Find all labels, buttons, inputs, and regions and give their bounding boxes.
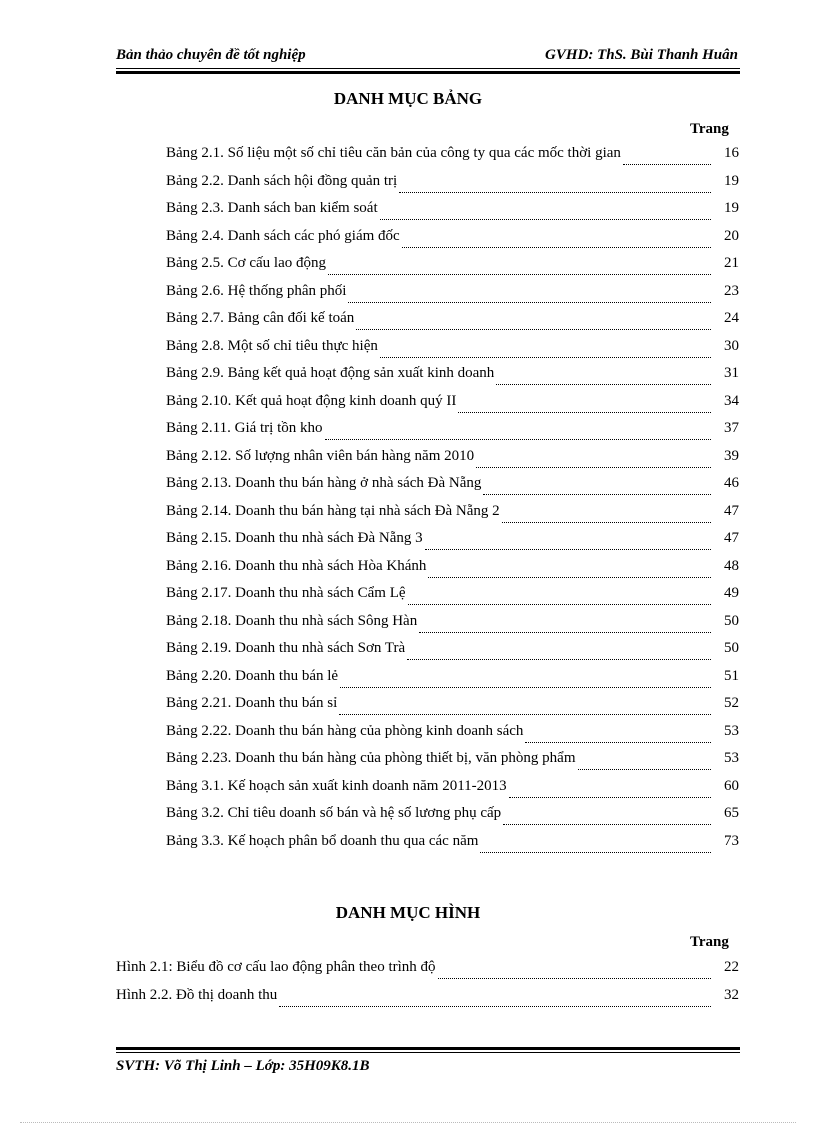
toc-entry <box>166 173 739 201</box>
toc-entry <box>166 558 739 586</box>
toc-leader-dots <box>525 742 711 743</box>
toc-entry <box>166 283 739 311</box>
toc-entry <box>116 987 739 1015</box>
toc-entry-page: 52 <box>724 695 739 711</box>
toc-entry-label: Bảng 2.11. Giá trị tồn kho <box>166 420 323 436</box>
toc-entry-page: 60 <box>724 777 739 794</box>
toc-entry-page: 19 <box>724 172 739 189</box>
toc-leader-dots <box>380 357 711 358</box>
figures-page-label: Trang <box>690 934 729 950</box>
header-document-title: Bản thảo chuyên đề tốt nghiệp <box>116 47 306 63</box>
toc-entry <box>166 833 739 861</box>
toc-entry <box>166 393 739 421</box>
toc-leader-dots <box>578 769 711 770</box>
toc-entry-page: 30 <box>724 337 739 354</box>
header-supervisor: GVHD: ThS. Bùi Thanh Huân <box>545 47 738 63</box>
toc-leader-dots <box>408 604 711 605</box>
toc-leader-dots <box>480 852 711 853</box>
tables-list <box>166 145 739 860</box>
toc-entry-label: Bảng 2.1. Số liệu một số chỉ tiêu căn bản của công ty qua các mốc thời gian <box>166 145 621 161</box>
toc-entry-page: 23 <box>724 282 739 299</box>
toc-entry-label: Bảng 2.17. Doanh thu nhà sách Cẩm Lệ <box>166 585 406 601</box>
toc-leader-dots <box>399 192 711 193</box>
toc-entry-page: 24 <box>724 310 739 326</box>
toc-entry-page: 37 <box>724 420 739 436</box>
toc-entry <box>166 475 739 503</box>
tables-list-title: DANH MỤC BẢNG <box>333 89 483 108</box>
toc-entry-page: 39 <box>724 447 739 464</box>
toc-leader-dots <box>483 494 711 495</box>
toc-entry-page: 21 <box>724 255 739 271</box>
toc-leader-dots <box>380 219 711 220</box>
toc-leader-dots <box>476 467 711 468</box>
toc-entry-page: 73 <box>724 832 739 849</box>
toc-entry-label: Bảng 2.16. Doanh thu nhà sách Hòa Khánh <box>166 557 427 574</box>
toc-leader-dots <box>348 302 711 303</box>
toc-entry <box>166 585 739 613</box>
toc-entry <box>166 530 739 558</box>
toc-entry-page: 51 <box>724 667 739 684</box>
toc-entry-page: 47 <box>724 502 739 519</box>
toc-entry-label: Bảng 3.3. Kế hoạch phân bổ doanh thu qua các năm <box>166 832 479 849</box>
toc-leader-dots <box>438 978 711 979</box>
toc-entry-label: Bảng 2.12. Số lượng nhân viên bán hàng năm 2010 <box>166 447 475 464</box>
toc-entry <box>166 255 739 283</box>
toc-entry <box>166 750 739 778</box>
toc-entry-label: Bảng 2.15. Doanh thu nhà sách Đà Nẵng 3 <box>166 530 423 546</box>
toc-entry-label: Bảng 2.8. Một số chỉ tiêu thực hiện <box>166 337 378 354</box>
toc-entry-label: Bảng 2.10. Kết quả hoạt động kinh doanh quý II <box>166 392 457 409</box>
toc-entry-page: 34 <box>724 392 739 409</box>
toc-entry-label: Bảng 2.18. Doanh thu nhà sách Sông Hàn <box>166 612 418 629</box>
toc-entry-page: 46 <box>724 475 739 491</box>
header-rule-thick <box>116 71 740 74</box>
toc-entry <box>166 145 739 173</box>
toc-entry-label: Bảng 2.3. Danh sách ban kiểm soát <box>166 200 378 216</box>
toc-entry-label: Bảng 2.20. Doanh thu bán lẻ <box>166 667 339 684</box>
toc-entry-label: Bảng 2.14. Doanh thu bán hàng tại nhà sách Đà Nẵng 2 <box>166 502 500 519</box>
figures-list <box>116 959 739 1014</box>
toc-entry-label: Bảng 2.13. Doanh thu bán hàng ở nhà sách Đà Nẵng <box>166 475 482 491</box>
toc-entry-page: 50 <box>724 612 739 629</box>
toc-leader-dots <box>428 577 711 578</box>
figures-list-title: DANH MỤC HÌNH <box>335 903 481 922</box>
toc-entry-page: 32 <box>724 986 739 1003</box>
toc-leader-dots <box>407 659 711 660</box>
toc-entry <box>166 805 739 833</box>
toc-entry-label: Bảng 2.5. Cơ cấu lao động <box>166 255 326 271</box>
toc-leader-dots <box>419 632 711 633</box>
footer-rule-thick <box>116 1047 740 1050</box>
toc-leader-dots <box>402 247 711 248</box>
toc-entry <box>166 448 739 476</box>
toc-leader-dots <box>340 687 711 688</box>
toc-entry <box>166 723 739 751</box>
toc-leader-dots <box>279 1006 711 1007</box>
toc-entry <box>166 310 739 338</box>
toc-entry <box>166 228 739 256</box>
toc-entry <box>166 503 739 531</box>
tables-page-label: Trang <box>690 121 729 137</box>
toc-entry <box>166 365 739 393</box>
toc-entry-label: Bảng 3.2. Chỉ tiêu doanh số bán và hệ số lương phụ cấp <box>166 805 502 821</box>
toc-leader-dots <box>356 329 711 330</box>
toc-entry-page: 65 <box>724 805 739 821</box>
toc-leader-dots <box>425 549 711 550</box>
toc-entry-page: 49 <box>724 585 739 601</box>
toc-entry-page: 31 <box>724 365 739 381</box>
toc-entry-page: 53 <box>724 722 739 739</box>
toc-entry-label: Bảng 3.1. Kế hoạch sản xuất kinh doanh năm 2011-2013 <box>166 777 507 794</box>
toc-leader-dots <box>502 522 711 523</box>
toc-entry-page: 47 <box>724 530 739 546</box>
header-rule-thin <box>116 68 740 69</box>
toc-leader-dots <box>325 439 711 440</box>
page-header <box>116 47 738 64</box>
toc-entry <box>166 640 739 668</box>
toc-leader-dots <box>503 824 711 825</box>
toc-entry-label: Hình 2.2. Đồ thị doanh thu <box>116 986 278 1003</box>
toc-leader-dots <box>458 412 711 413</box>
toc-leader-dots <box>339 714 711 715</box>
toc-leader-dots <box>509 797 711 798</box>
toc-entry-page: 16 <box>724 145 739 161</box>
toc-leader-dots <box>496 384 711 385</box>
toc-entry <box>166 338 739 366</box>
toc-entry <box>166 200 739 228</box>
toc-entry-page: 48 <box>724 557 739 574</box>
toc-entry-page: 53 <box>724 750 739 766</box>
toc-entry-page: 20 <box>724 227 739 244</box>
toc-entry-label: Bảng 2.19. Doanh thu nhà sách Sơn Trà <box>166 640 406 656</box>
toc-entry-label: Hình 2.1: Biểu đồ cơ cấu lao động phân theo trình độ <box>116 959 436 975</box>
toc-entry-label: Bảng 2.6. Hệ thống phân phối <box>166 282 347 299</box>
toc-leader-dots <box>328 274 711 275</box>
toc-entry <box>166 613 739 641</box>
toc-leader-dots <box>623 164 711 165</box>
toc-entry-label: Bảng 2.2. Danh sách hội đồng quản trị <box>166 172 398 189</box>
toc-entry-page: 19 <box>724 200 739 216</box>
toc-entry <box>116 959 739 987</box>
toc-entry-label: Bảng 2.22. Doanh thu bán hàng của phòng kinh doanh sách <box>166 722 524 739</box>
toc-entry-label: Bảng 2.9. Bảng kết quả hoạt động sản xuất kinh doanh <box>166 365 495 381</box>
toc-entry-label: Bảng 2.21. Doanh thu bán sỉ <box>166 695 338 711</box>
toc-entry-page: 50 <box>724 640 739 656</box>
toc-entry-page: 22 <box>724 959 739 975</box>
toc-entry <box>166 778 739 806</box>
footer-rule-thin <box>116 1052 740 1053</box>
toc-entry <box>166 695 739 723</box>
toc-entry-label: Bảng 2.23. Doanh thu bán hàng của phòng thiết bị, văn phòng phẩm <box>166 750 576 766</box>
toc-entry <box>166 420 739 448</box>
toc-entry-label: Bảng 2.7. Bảng cân đối kế toán <box>166 310 355 326</box>
toc-entry-label: Bảng 2.4. Danh sách các phó giám đốc <box>166 227 400 244</box>
toc-entry <box>166 668 739 696</box>
footer-student-info: SVTH: Võ Thị Linh – Lớp: 35H09K8.1B <box>116 1058 370 1074</box>
